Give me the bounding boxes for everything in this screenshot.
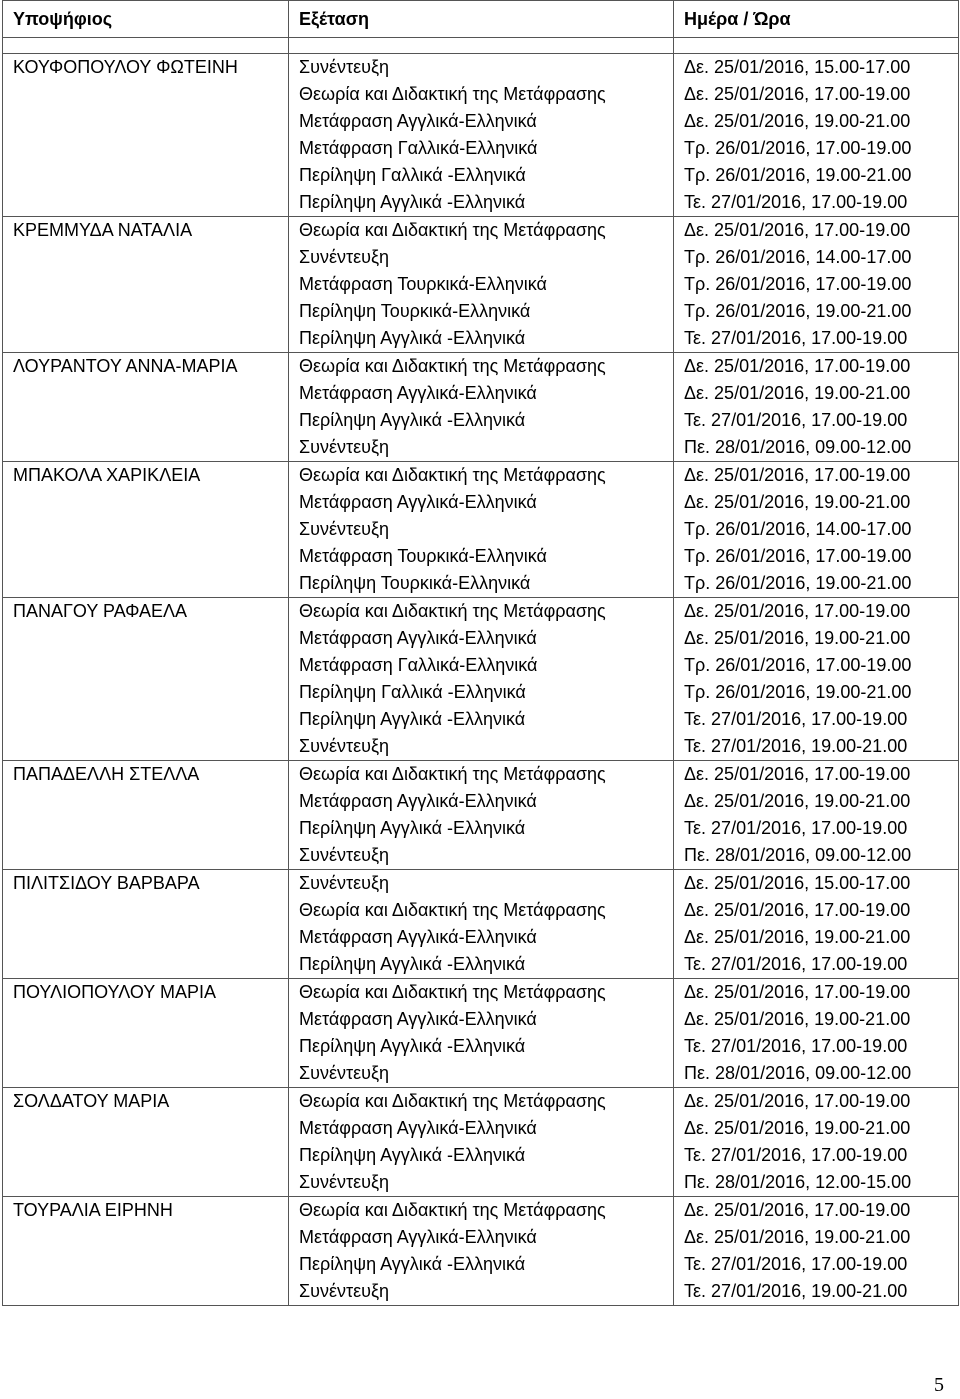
exam-datetime: Δε. 25/01/2016, 15.00-17.00	[684, 57, 911, 77]
table-header-row	[3, 1, 959, 38]
exam-datetime: Δε. 25/01/2016, 19.00-21.00	[684, 1118, 911, 1138]
candidate-name: ΚΟΥΦΟΠΟΥΛΟΥ ΦΩΤΕΙΝΗ	[3, 54, 289, 217]
datetime-cell	[674, 598, 959, 761]
candidate-row	[3, 979, 959, 1088]
candidate-name: ΣΟΛΔΑΤΟΥ ΜΑΡΙΑ	[3, 1088, 289, 1197]
candidate-row	[3, 1197, 959, 1306]
exam-datetime: Τρ. 26/01/2016, 14.00-17.00	[684, 519, 912, 539]
datetime-cell	[674, 217, 959, 353]
exam-datetime: Τε. 27/01/2016, 17.00-19.00	[684, 954, 908, 974]
exam-name: Συνέντευξη	[299, 57, 390, 77]
datetime-cell	[674, 1088, 959, 1197]
exam-name: Μετάφραση Αγγλικά-Ελληνικά	[299, 1118, 537, 1138]
datetime-cell	[674, 979, 959, 1088]
exam-cell	[289, 217, 674, 353]
exam-datetime: Τρ. 26/01/2016, 19.00-21.00	[684, 573, 912, 593]
exam-datetime: Πε. 28/01/2016, 09.00-12.00	[684, 845, 912, 865]
datetime-cell	[674, 54, 959, 217]
exam-name: Περίληψη Αγγλικά -Ελληνικά	[299, 954, 526, 974]
exam-cell	[289, 598, 674, 761]
exam-datetime: Τε. 27/01/2016, 17.00-19.00	[684, 1036, 908, 1056]
exam-datetime: Δε. 25/01/2016, 19.00-21.00	[684, 628, 911, 648]
datetime-cell	[674, 1197, 959, 1306]
exam-name: Συνέντευξη	[299, 845, 390, 865]
exam-name: Συνέντευξη	[299, 1281, 390, 1301]
exam-datetime: Πε. 28/01/2016, 12.00-15.00	[684, 1172, 912, 1192]
candidate-row	[3, 217, 959, 353]
candidate-row	[3, 870, 959, 979]
exam-name: Μετάφραση Τουρκικά-Ελληνικά	[299, 546, 547, 566]
page-number: 5	[934, 1374, 944, 1396]
exam-datetime: Τε. 27/01/2016, 17.00-19.00	[684, 328, 908, 348]
exam-name: Περίληψη Αγγλικά -Ελληνικά	[299, 192, 526, 212]
exam-datetime: Δε. 25/01/2016, 19.00-21.00	[684, 1227, 911, 1247]
exam-name: Θεωρία και Διδακτική της Μετάφρασης	[299, 982, 606, 1002]
exam-name: Συνέντευξη	[299, 437, 390, 457]
exam-name: Περίληψη Αγγλικά -Ελληνικά	[299, 1145, 526, 1165]
exam-datetime: Δε. 25/01/2016, 17.00-19.00	[684, 1091, 911, 1111]
candidate-name: ΠΙΛΙΤΣΙΔΟΥ ΒΑΡΒΑΡΑ	[3, 870, 289, 979]
exam-datetime: Τρ. 26/01/2016, 17.00-19.00	[684, 655, 912, 675]
exam-datetime: Δε. 25/01/2016, 15.00-17.00	[684, 873, 911, 893]
exam-datetime: Τρ. 26/01/2016, 19.00-21.00	[684, 301, 912, 321]
exam-datetime: Τε. 27/01/2016, 17.00-19.00	[684, 410, 908, 430]
candidate-name: ΤΟΥΡΑΛΙΑ ΕΙΡΗΝΗ	[3, 1197, 289, 1306]
candidate-row	[3, 462, 959, 598]
exam-datetime: Δε. 25/01/2016, 17.00-19.00	[684, 1200, 911, 1220]
exam-name: Θεωρία και Διδακτική της Μετάφρασης	[299, 84, 606, 104]
exam-cell	[289, 54, 674, 217]
exam-datetime: Δε. 25/01/2016, 17.00-19.00	[684, 220, 911, 240]
exam-name: Μετάφραση Αγγλικά-Ελληνικά	[299, 492, 537, 512]
candidate-row	[3, 1088, 959, 1197]
exam-datetime: Τρ. 26/01/2016, 17.00-19.00	[684, 138, 912, 158]
exam-name: Συνέντευξη	[299, 1063, 390, 1083]
candidate-name: ΛΟΥΡΑΝΤΟΥ ΑΝΝΑ-ΜΑΡΙΑ	[3, 353, 289, 462]
exam-datetime: Τρ. 26/01/2016, 14.00-17.00	[684, 247, 912, 267]
exam-name: Συνέντευξη	[299, 247, 390, 267]
exam-cell	[289, 1088, 674, 1197]
exam-cell	[289, 1197, 674, 1306]
exam-datetime: Δε. 25/01/2016, 19.00-21.00	[684, 383, 911, 403]
exam-name: Θεωρία και Διδακτική της Μετάφρασης	[299, 764, 606, 784]
exam-datetime: Τε. 27/01/2016, 17.00-19.00	[684, 709, 908, 729]
candidate-row	[3, 761, 959, 870]
candidate-name: ΠΑΝΑΓΟΥ ΡΑΦΑΕΛΑ	[3, 598, 289, 761]
exam-datetime: Τε. 27/01/2016, 17.00-19.00	[684, 1254, 908, 1274]
exam-datetime: Δε. 25/01/2016, 19.00-21.00	[684, 1009, 911, 1029]
exam-name: Θεωρία και Διδακτική της Μετάφρασης	[299, 1091, 606, 1111]
exam-datetime: Τε. 27/01/2016, 19.00-21.00	[684, 1281, 908, 1301]
exam-name: Μετάφραση Γαλλικά-Ελληνικά	[299, 655, 538, 675]
exam-name: Περίληψη Αγγλικά -Ελληνικά	[299, 818, 526, 838]
exam-datetime: Τε. 27/01/2016, 19.00-21.00	[684, 736, 908, 756]
exam-name: Περίληψη Γαλλικά -Ελληνικά	[299, 682, 526, 702]
exam-name: Μετάφραση Αγγλικά-Ελληνικά	[299, 111, 537, 131]
exam-name: Μετάφραση Γαλλικά-Ελληνικά	[299, 138, 538, 158]
exam-datetime: Δε. 25/01/2016, 17.00-19.00	[684, 601, 911, 621]
exam-datetime: Πε. 28/01/2016, 09.00-12.00	[684, 437, 912, 457]
exam-name: Θεωρία και Διδακτική της Μετάφρασης	[299, 356, 606, 376]
exam-datetime: Δε. 25/01/2016, 17.00-19.00	[684, 84, 911, 104]
exam-name: Περίληψη Αγγλικά -Ελληνικά	[299, 328, 526, 348]
candidate-name: ΚΡΕΜΜΥΔΑ ΝΑΤΑΛΙΑ	[3, 217, 289, 353]
exam-name: Μετάφραση Αγγλικά-Ελληνικά	[299, 1009, 537, 1029]
candidate-name: ΠΑΠΑΔΕΛΛΗ ΣΤΕΛΛΑ	[3, 761, 289, 870]
exam-datetime: Τρ. 26/01/2016, 19.00-21.00	[684, 165, 912, 185]
exam-schedule-table	[2, 0, 959, 1306]
exam-name: Μετάφραση Αγγλικά-Ελληνικά	[299, 791, 537, 811]
exam-name: Μετάφραση Αγγλικά-Ελληνικά	[299, 628, 537, 648]
exam-datetime: Τρ. 26/01/2016, 17.00-19.00	[684, 546, 912, 566]
exam-name: Θεωρία και Διδακτική της Μετάφρασης	[299, 220, 606, 240]
datetime-cell	[674, 353, 959, 462]
exam-datetime: Τε. 27/01/2016, 17.00-19.00	[684, 818, 908, 838]
exam-name: Θεωρία και Διδακτική της Μετάφρασης	[299, 1200, 606, 1220]
exam-datetime: Δε. 25/01/2016, 19.00-21.00	[684, 492, 911, 512]
exam-name: Περίληψη Τουρκικά-Ελληνικά	[299, 301, 531, 321]
exam-name: Συνέντευξη	[299, 1172, 390, 1192]
exam-name: Μετάφραση Αγγλικά-Ελληνικά	[299, 1227, 537, 1247]
exam-name: Συνέντευξη	[299, 736, 390, 756]
exam-name: Περίληψη Αγγλικά -Ελληνικά	[299, 1254, 526, 1274]
exam-name: Συνέντευξη	[299, 519, 390, 539]
datetime-cell	[674, 870, 959, 979]
exam-datetime: Πε. 28/01/2016, 09.00-12.00	[684, 1063, 912, 1083]
exam-name: Συνέντευξη	[299, 873, 390, 893]
candidate-name: ΜΠΑΚΟΛΑ ΧΑΡΙΚΛΕΙΑ	[3, 462, 289, 598]
exam-datetime: Δε. 25/01/2016, 19.00-21.00	[684, 927, 911, 947]
exam-cell	[289, 462, 674, 598]
candidate-row	[3, 54, 959, 217]
exam-cell	[289, 870, 674, 979]
spacer-row	[3, 38, 959, 54]
exam-datetime: Δε. 25/01/2016, 19.00-21.00	[684, 111, 911, 131]
header-datetime: Ημέρα / Ώρα	[674, 1, 959, 38]
exam-name: Περίληψη Τουρκικά-Ελληνικά	[299, 573, 531, 593]
exam-datetime: Τε. 27/01/2016, 17.00-19.00	[684, 192, 908, 212]
datetime-cell	[674, 761, 959, 870]
candidate-row	[3, 353, 959, 462]
datetime-cell	[674, 462, 959, 598]
exam-name: Περίληψη Γαλλικά -Ελληνικά	[299, 165, 526, 185]
exam-datetime: Δε. 25/01/2016, 17.00-19.00	[684, 982, 911, 1002]
exam-cell	[289, 979, 674, 1088]
exam-name: Θεωρία και Διδακτική της Μετάφρασης	[299, 601, 606, 621]
table-body	[3, 38, 959, 1306]
exam-datetime: Τρ. 26/01/2016, 17.00-19.00	[684, 274, 912, 294]
exam-datetime: Τρ. 26/01/2016, 19.00-21.00	[684, 682, 912, 702]
exam-name: Περίληψη Αγγλικά -Ελληνικά	[299, 709, 526, 729]
candidate-row	[3, 598, 959, 761]
exam-datetime: Δε. 25/01/2016, 19.00-21.00	[684, 791, 911, 811]
exam-datetime: Δε. 25/01/2016, 17.00-19.00	[684, 764, 911, 784]
header-exam: Εξέταση	[289, 1, 674, 38]
exam-name: Θεωρία και Διδακτική της Μετάφρασης	[299, 465, 606, 485]
exam-datetime: Δε. 25/01/2016, 17.00-19.00	[684, 465, 911, 485]
exam-name: Θεωρία και Διδακτική της Μετάφρασης	[299, 900, 606, 920]
exam-name: Μετάφραση Αγγλικά-Ελληνικά	[299, 927, 537, 947]
exam-cell	[289, 353, 674, 462]
exam-datetime: Δε. 25/01/2016, 17.00-19.00	[684, 900, 911, 920]
exam-datetime: Δε. 25/01/2016, 17.00-19.00	[684, 356, 911, 376]
exam-name: Περίληψη Αγγλικά -Ελληνικά	[299, 410, 526, 430]
exam-name: Μετάφραση Αγγλικά-Ελληνικά	[299, 383, 537, 403]
candidate-name: ΠΟΥΛΙΟΠΟΥΛΟΥ ΜΑΡΙΑ	[3, 979, 289, 1088]
exam-datetime: Τε. 27/01/2016, 17.00-19.00	[684, 1145, 908, 1165]
exam-name: Περίληψη Αγγλικά -Ελληνικά	[299, 1036, 526, 1056]
exam-name: Μετάφραση Τουρκικά-Ελληνικά	[299, 274, 547, 294]
header-candidate: Υποψήφιος	[3, 1, 289, 38]
exam-cell	[289, 761, 674, 870]
